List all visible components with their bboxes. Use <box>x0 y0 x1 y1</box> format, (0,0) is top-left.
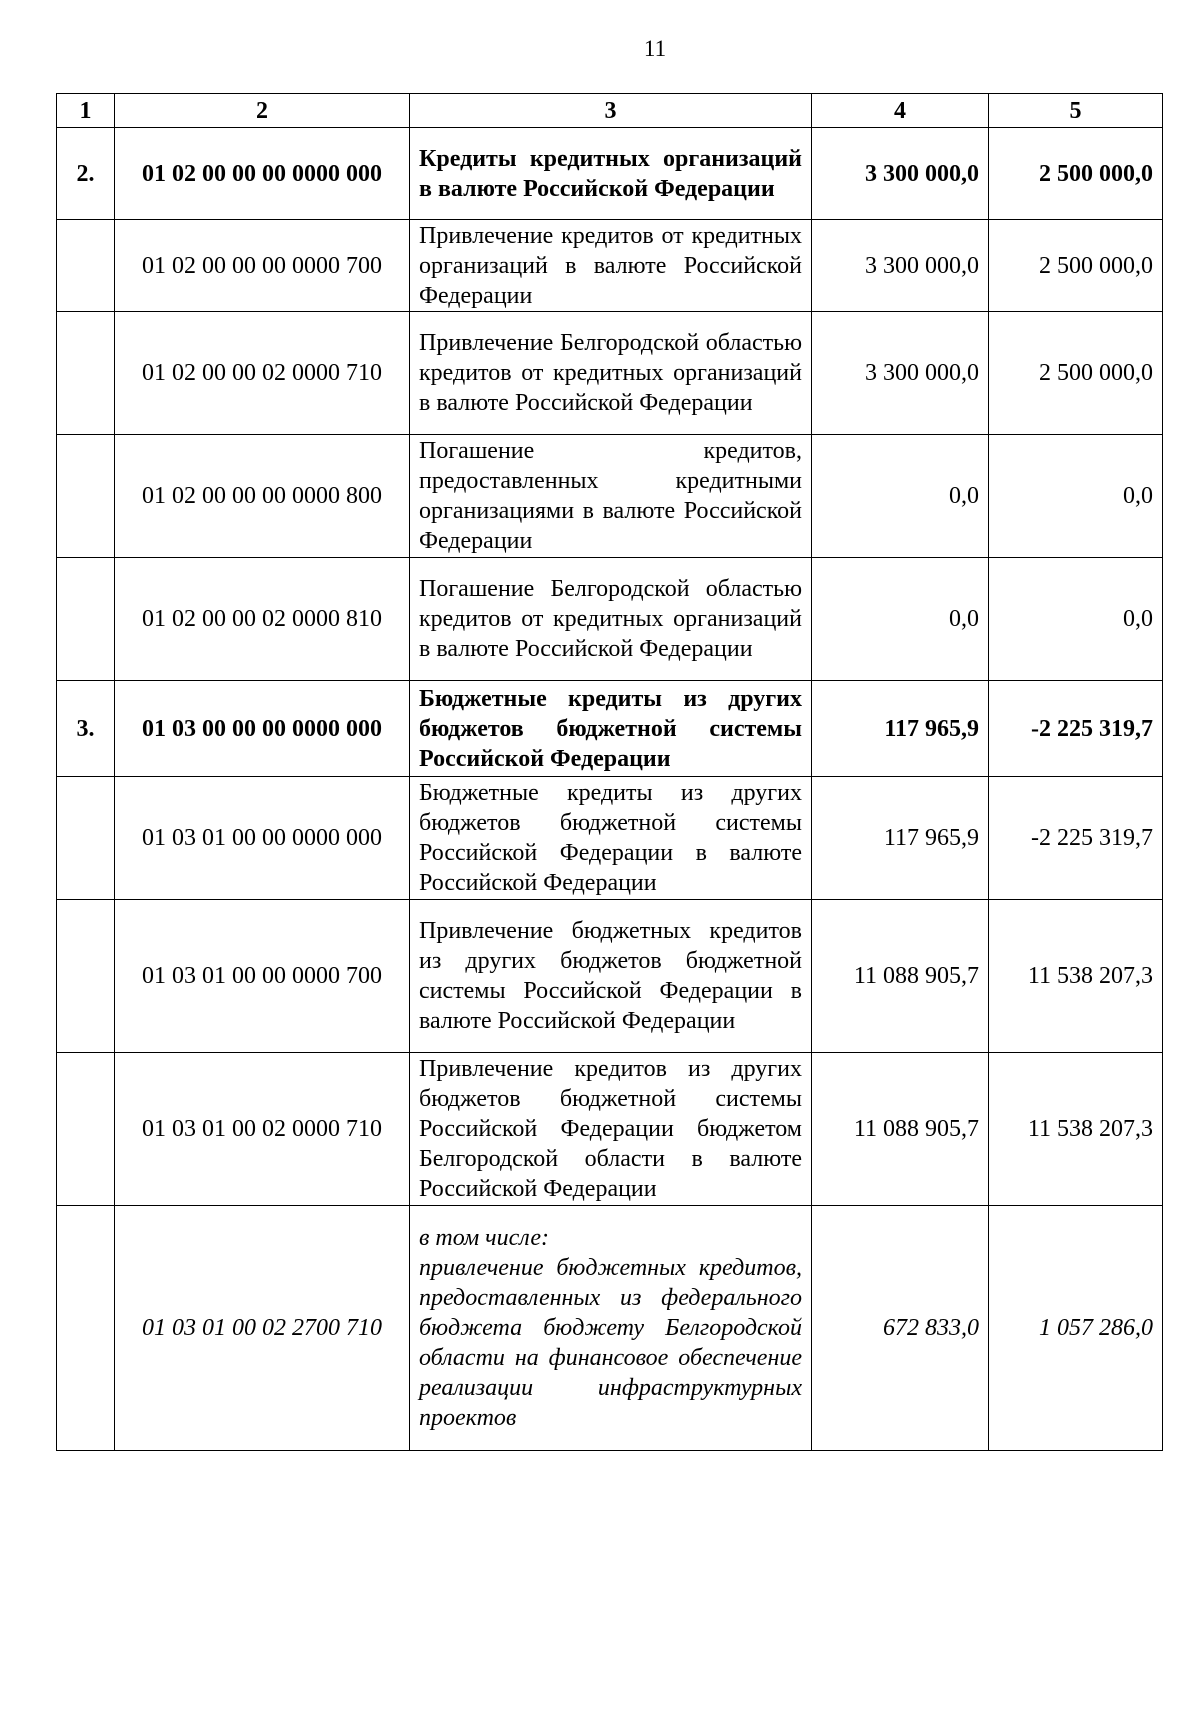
including-label: в том числе: <box>419 1225 549 1251</box>
budget-code: 01 02 00 00 02 0000 810 <box>115 558 410 681</box>
amount-column-5: 2 500 000,0 <box>989 220 1163 312</box>
table-row <box>57 558 1163 681</box>
row-number <box>57 1206 115 1451</box>
budget-code: 01 02 00 00 00 0000 000 <box>115 128 410 220</box>
amount-column-5: 1 057 286,0 <box>989 1206 1163 1451</box>
table-row <box>57 900 1163 1053</box>
budget-code: 01 03 01 00 02 2700 710 <box>115 1206 410 1451</box>
amount-column-5: 0,0 <box>989 558 1163 681</box>
row-description: Привлечение бюджетных кредитов из других бюджетов бюджетной системы Российской Федерации в валюте Российской Федерации <box>410 900 812 1053</box>
amount-column-5: 11 538 207,3 <box>989 900 1163 1053</box>
amount-column-5: -2 225 319,7 <box>989 777 1163 900</box>
row-description: Бюджетные кредиты из других бюджетов бюджетной системы Российской Федерации в валюте Российской Федерации <box>410 777 812 900</box>
amount-column-4: 0,0 <box>812 435 989 558</box>
column-header: 4 <box>812 94 989 128</box>
column-header: 1 <box>57 94 115 128</box>
budget-code: 01 03 01 00 00 0000 700 <box>115 900 410 1053</box>
amount-column-4: 117 965,9 <box>812 777 989 900</box>
row-number <box>57 558 115 681</box>
table-row <box>57 777 1163 900</box>
amount-column-4: 11 088 905,7 <box>812 900 989 1053</box>
amount-column-5: 2 500 000,0 <box>989 312 1163 435</box>
column-header: 5 <box>989 94 1163 128</box>
row-number: 2. <box>57 128 115 220</box>
row-description-text: привлечение бюджетных кредитов, предоставленных из федерального бюджета бюджету Белгородской области на финансовое обеспечение реализации инфраструктурных проектов <box>419 1255 802 1431</box>
amount-column-4: 11 088 905,7 <box>812 1053 989 1206</box>
amount-column-5: 2 500 000,0 <box>989 128 1163 220</box>
amount-column-4: 117 965,9 <box>812 681 989 777</box>
amount-column-4: 672 833,0 <box>812 1206 989 1451</box>
table-row <box>57 1053 1163 1206</box>
amount-column-5: -2 225 319,7 <box>989 681 1163 777</box>
amount-column-4: 3 300 000,0 <box>812 128 989 220</box>
row-number <box>57 220 115 312</box>
amount-column-4: 0,0 <box>812 558 989 681</box>
budget-code: 01 03 00 00 00 0000 000 <box>115 681 410 777</box>
budget-code: 01 02 00 00 02 0000 710 <box>115 312 410 435</box>
row-number <box>57 435 115 558</box>
table-row <box>57 312 1163 435</box>
page-number: 11 <box>643 36 667 61</box>
row-number <box>57 1053 115 1206</box>
budget-code: 01 03 01 00 00 0000 000 <box>115 777 410 900</box>
row-description: Привлечение Белгородской областью кредитов от кредитных организаций в валюте Российской Федерации <box>410 312 812 435</box>
amount-column-5: 0,0 <box>989 435 1163 558</box>
row-description <box>410 1206 812 1451</box>
budget-code: 01 02 00 00 00 0000 800 <box>115 435 410 558</box>
sources-of-financing-table <box>56 93 1163 1451</box>
table-row <box>57 1206 1163 1451</box>
table-row <box>57 128 1163 220</box>
column-header: 2 <box>115 94 410 128</box>
row-description: Привлечение кредитов из других бюджетов бюджетной системы Российской Федерации бюджетом Белгородской области в валюте Российской Федерации <box>410 1053 812 1206</box>
budget-code: 01 03 01 00 02 0000 710 <box>115 1053 410 1206</box>
row-number <box>57 900 115 1053</box>
table-row <box>57 435 1163 558</box>
amount-column-5: 11 538 207,3 <box>989 1053 1163 1206</box>
table-row <box>57 220 1163 312</box>
column-header: 3 <box>410 94 812 128</box>
row-number <box>57 777 115 900</box>
row-description: Кредиты кредитных организаций в валюте Российской Федерации <box>410 128 812 220</box>
row-description: Погашение кредитов, предоставленных кредитными организациями в валюте Российской Федерации <box>410 435 812 558</box>
budget-code: 01 02 00 00 00 0000 700 <box>115 220 410 312</box>
row-description: Привлечение кредитов от кредитных организаций в валюте Российской Федерации <box>410 220 812 312</box>
row-description: Погашение Белгородской областью кредитов от кредитных организаций в валюте Российской Федерации <box>410 558 812 681</box>
row-description: Бюджетные кредиты из других бюджетов бюджетной системы Российской Федерации <box>410 681 812 777</box>
table-row <box>57 681 1163 777</box>
amount-column-4: 3 300 000,0 <box>812 312 989 435</box>
table-header-row <box>57 94 1163 128</box>
row-number <box>57 312 115 435</box>
amount-column-4: 3 300 000,0 <box>812 220 989 312</box>
row-number: 3. <box>57 681 115 777</box>
